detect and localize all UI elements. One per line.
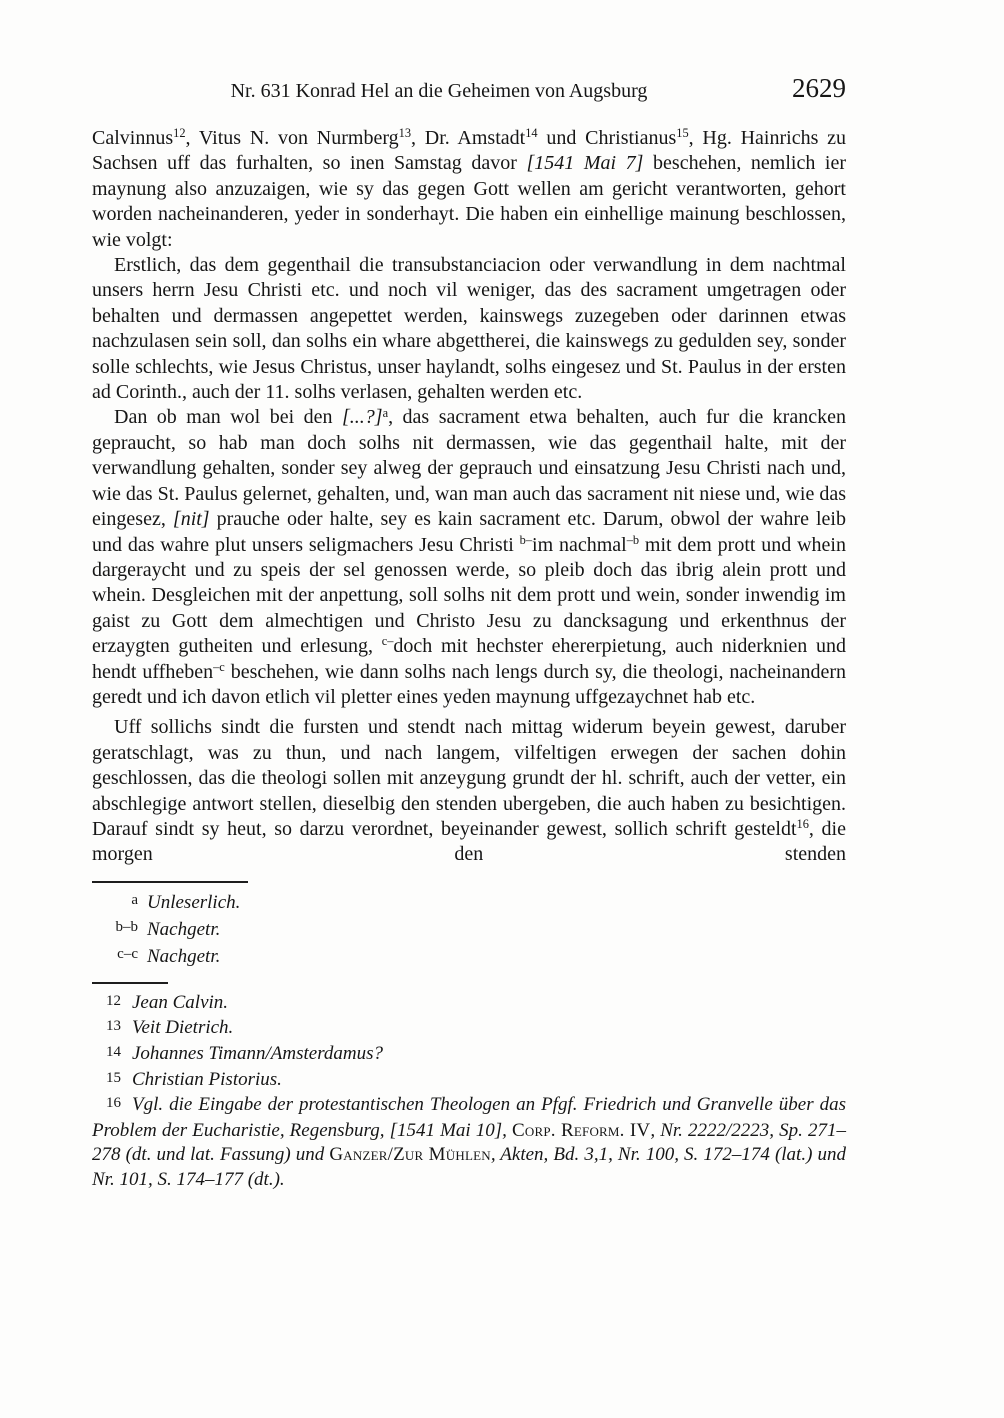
apparatus-entry [92,890,846,917]
footnote-text: Jean Calvin. [132,991,229,1013]
apparatus-text: Nachgetr. [147,945,221,967]
footnote [92,1016,846,1042]
text-run: , Nr. 2222/2223, Sp. 271–278 (dt. und lat. Fassung) und [92,1119,846,1166]
footnote-text: Christian Pistorius. [132,1068,282,1090]
text-run: doch mit hechster ehererpietung, auch niderknien und hendt uffheben [92,635,846,683]
paragraph-uff-sollichs [92,715,846,867]
text-run: 14 [525,126,538,141]
text-run: –c [213,659,225,674]
text-run: , Hg. Hainrichs zu Sachsen uff das furhalten, so inen Samstag davor [92,127,846,175]
page-number: 2629 [792,73,846,103]
text-run: im nachmal [532,533,627,556]
footnote-divider [92,982,168,984]
text-run: , die morgen den stenden [92,817,846,866]
text-run: b– [519,532,533,547]
text-run: 15 [676,126,689,141]
text-run: , Akten, Bd. 3,1, Nr. 100, S. 172–174 (lat.) und Nr. 101, S. 174–177 (dt.). [92,1144,846,1190]
paragraph-erstlich [92,253,846,405]
footnote-long [92,1093,846,1192]
footnote-number: 15 [106,1069,121,1086]
text-run: a [382,405,389,420]
text-run: Vgl. die Eingabe der protestantischen Theologen an Pfgf. Friedrich und Granvelle über das Problem der Eucharistie, Regensburg, [1541 Mai 10], [92,1094,846,1141]
text-run: Uff sollichs sindt die fursten und stendt nach mittag widerum beyein gewest, daruber geratschlagt, was zu thun, und nach langem, vilfeltigen erwegen der sachen dohin geschlossen, das die theologi sollen mit anzeygung grundt der hl. schrift, auch der vetter, ein abschlegige antwort stellen, dieselbig den stenden ubergeben, die auch haben zu besichtigen. Darauf sindt sy heut, so darzu verordnet, beyeinander gewest, sollich schrift gesteldt [92,716,846,840]
text-run: Dan ob man wol bei den [114,406,342,429]
paragraph-dan-ob-man [92,405,846,710]
critical-apparatus [92,881,846,971]
text-run: beschehen, wie dann solhs nach lengs durch sy, die theologi, nacheinandern geredt und ich davon etlich vil pletter eines yeden maynung uffgezaychnet hab etc. [92,660,846,708]
footnote [92,1068,846,1094]
paragraph-opening [92,126,846,253]
footnotes-section [92,982,846,1193]
text-run: –b [626,532,640,547]
text-run: beschehen, nemlich ier maynung also anzuzaigen, wie sy das gegen Gott wellen am gericht verantworten, gehort worden nacheinanderen, yeder in sonderhayt. Die haben ein einhellige mainung beschlossen, wie volgt: [92,152,846,251]
text-run: , Dr. Amstadt [411,127,526,149]
text-run: , das sacrament etwa behalten, auch fur die krancken gepraucht, so hab man doch solhs nit dermassen, wie das gegenthail halte, mit der verwandlung gehalten, sonder sey alweg der geprauch und einsatzung Jesu Christi nach und, wie das St. Paulus gelernet, gehalten, und, wan man auch das sacrament nit niese und, wie das eingesez, [92,406,846,531]
text-run: Ganzer/Zur Mühlen [329,1144,491,1166]
footnote-number: 13 [106,1018,121,1035]
page-header [92,73,846,108]
apparatus-text: Nachgetr. [147,918,221,940]
apparatus-mark: a [131,891,138,908]
apparatus-mark: b–b [115,918,138,935]
apparatus-divider [92,881,248,883]
letter-body [92,126,846,868]
text-run: 13 [398,126,412,141]
text-run: [...?] [341,406,383,429]
apparatus-entry [92,917,846,944]
footnote-number: 14 [106,1043,121,1060]
text-run: Erstlich, das dem gegenthail die transubstanciacion oder verwandlung in dem nachtmal unsers herrn Jesu Christi etc. und noch vil weniger, das des sacrament umgetragen oder behalten und dermassen angepettet werden, kainswegs zuzegeben oder darinnen etwas nachzulasen sein soll, dan solhs ein whare abgettherei, die kainswegs zu gedulden sey, sonder solle schlechts, wie Jesus Christus, unser haylandt, solhs eingesez und St. Paulus in der ersten ad Corinth., auch der 11. solhs verlasen, gehalten werden etc. [92,254,846,404]
footnote [92,1042,846,1068]
footnote-text: Veit Dietrich. [132,1017,234,1039]
page-content [92,73,846,1193]
footnote-number: 12 [106,992,121,1009]
text-run: prauche oder halte, sey es kain sacrament etc. Darum, obwol der wahre leib und das wahre plut unsers seligmachers Jesu Christi [92,508,846,556]
apparatus-entry [92,944,846,971]
footnote-number: 16 [106,1095,121,1112]
text-run: mit dem prott und whein dargeraycht und zu speis der sel genossen werde, so pleib doch das ibrig alein prott und whein. Desgleichen mit der anpettung, soll solhs nit dem prott und wein, sonder inwendig im gaist zu Gott dem almechtigen und Christo Jesu zu dancksagung und erkenthnus der erzaygten gutheiten und erlesung, [92,533,846,658]
text-run: Calvinnus [92,127,174,149]
footnote-text: Johannes Timann/Amsterdamus? [132,1042,384,1064]
text-run: , Vitus N. von Nurmberg [185,127,399,149]
text-run: [nit] [172,508,210,531]
footnote [92,991,846,1017]
text-run: [1541 Mai 7] [526,152,644,175]
text-run: Corp. Reform. IV [512,1119,651,1141]
apparatus-mark: c–c [117,945,138,962]
apparatus-text: Unleserlich. [147,891,241,913]
text-run: und Christianus [537,127,677,149]
text-run: c– [381,634,394,649]
running-head: Nr. 631 Konrad Hel an die Geheimen von Augsburg [230,80,648,102]
text-run: 16 [796,817,809,832]
text-run: 12 [173,126,186,141]
